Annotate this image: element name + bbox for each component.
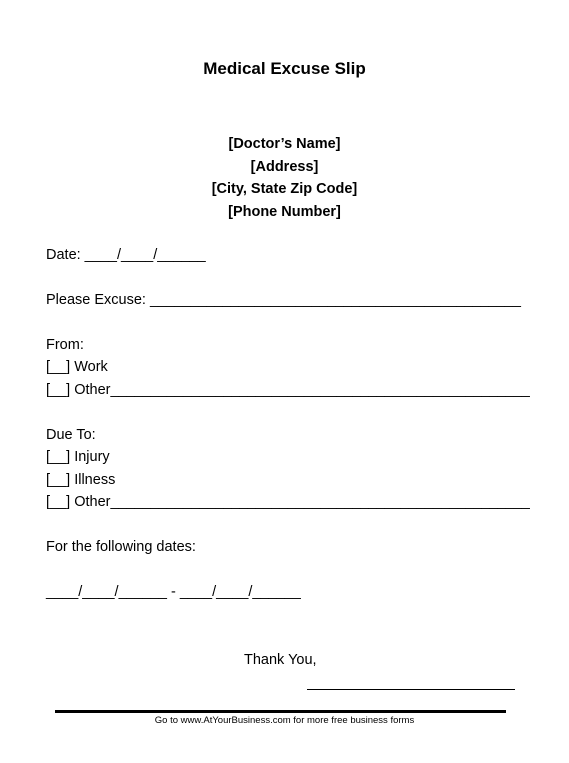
- signature-line: [307, 689, 515, 690]
- due-other-checkbox: [__] Other____________________________________________________: [46, 494, 530, 510]
- dates-range-line: ____/____/______ - ____/____/______: [46, 584, 301, 600]
- date-line: Date: ____/____/______: [46, 247, 206, 263]
- due-illness-checkbox: [__] Illness: [46, 472, 116, 488]
- closing-text: Thank You,: [244, 652, 317, 668]
- doctor-header: [0, 133, 569, 223]
- doctor-name-placeholder: [Doctor’s Name]: [228, 136, 341, 152]
- please-excuse-line: Please Excuse: ______________________________________________: [46, 292, 521, 308]
- city-state-zip-placeholder: [City, State Zip Code]: [211, 181, 358, 197]
- document-title: Medical Excuse Slip: [203, 59, 366, 78]
- following-dates-label: For the following dates:: [46, 539, 196, 555]
- due-injury-checkbox: [__] Injury: [46, 449, 110, 465]
- phone-number-placeholder: [Phone Number]: [228, 203, 341, 220]
- from-label: From:: [46, 337, 84, 353]
- footer-divider: [55, 710, 506, 713]
- address-placeholder: [Address]: [250, 158, 319, 175]
- footer-text: Go to www.AtYourBusiness.com for more free business forms: [154, 715, 415, 726]
- from-other-checkbox: [__] Other____________________________________________________: [46, 382, 530, 398]
- due-to-label: Due To:: [46, 427, 96, 443]
- from-work-checkbox: [__] Work: [46, 359, 108, 375]
